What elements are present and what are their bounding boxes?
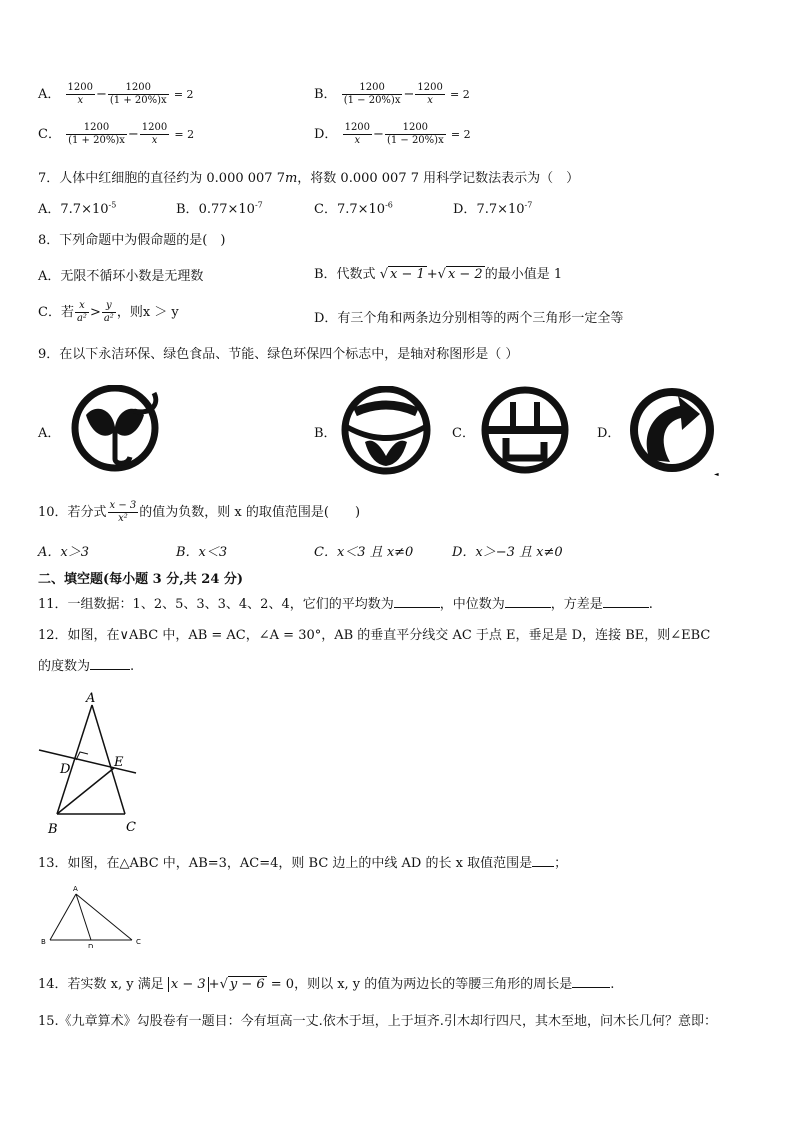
point-label-c: C [126,820,136,835]
q6-option-c: C． $\frac{1200}{(1 + 20\%)x}$ − $\frac{1200}{x}$ = 2 [38,122,195,146]
absolute-value: x − 3 [168,977,209,992]
point-label-d: D [60,762,71,777]
q14: 14．若实数 x, y 满足 x − 3 +√ y − 6 = 0，则以 x, y 的值为两边长的等腰三角形的周长是 . [38,977,615,992]
fraction: $\frac{1200}{(1 + 20\%)x}$ [68,122,125,146]
point-label-d: D [88,943,94,948]
option-label: A． [38,87,61,102]
logo-d-green-recycle-icon [626,384,721,478]
section-heading: 二、填空题(每小题 3 分,共 24 分) [38,572,244,587]
q6-option-d: D． $\frac{1200}{x}$ − $\frac{1200}{(1 - 20\%)x}$ = 2 [314,122,471,146]
answer-blank[interactable] [603,595,649,608]
point-label-b: B [41,938,46,946]
option-label: B． [314,87,337,102]
q9-label-b: B． [314,426,337,441]
logo-c-energy-saving-icon [480,386,572,476]
q8-option-b: B．代数式 √ x − 1 +√ x − 2 的最小值是 1 [314,267,563,282]
q9-label-c: C． [452,426,475,441]
fraction: $\frac{1200}{(1 - 20\%)x}$ [343,82,401,106]
fraction: $\frac{1200}{x}$ [141,122,168,146]
fraction: $\frac{x - 3}{\text{x²}}$ [109,500,137,524]
logo-a-eco-icon [70,385,165,475]
q6-option-b: B． $\frac{1200}{(1 - 20\%)x}$ − $\frac{1200}{x}$ = 2 [314,82,470,106]
fraction: $\frac{1200}{(1 - 20\%)x}$ [386,122,444,146]
point-label-b: B [48,822,58,837]
answer-blank[interactable] [532,854,554,867]
q9-stem: 9．在以下永洁环保、绿色食品、节能、绿色环保四个标志中，是轴对称图形是（ ） [38,347,519,362]
q15: 15.《九章算术》勾股卷有一题目：今有垣高一丈.依木于垣，上于垣齐.引木却行四尺，其木至地，问木长几何？意即： [38,1014,717,1029]
answer-blank[interactable] [394,595,440,608]
point-label-a: A [73,885,78,893]
q10-option-a: A．x＞3 [38,545,89,560]
q13-triangle-diagram [38,882,150,948]
q9-label-a: A． [38,426,61,441]
q10-stem: 10．若分式 $\frac{x - 3}{\text{x²}}$ 的值为负数，则 x 的取值范围是( ) [38,500,361,524]
q8-option-c: C．若 $\frac{x}{\text{a²}}$ > $\frac{y}{\text{a²}}$ ，则x ＞ y [38,300,179,324]
option-label: D． [314,127,338,142]
answer-blank[interactable] [572,975,610,988]
q10-option-b: B．x＜3 [176,545,228,560]
fraction: $\frac{1200}{(1 + 20\%)x}$ [109,82,167,106]
q11: 11．一组数据：1、2、5、3、3、4、2、4，它们的平均数为 ，中位数为 ，方差是 . [38,597,653,612]
q7-option-c: C．$7.7\times 10^{-6}$ [314,200,393,217]
fraction: $\frac{1200}{x}$ [344,122,371,146]
q13: 13．如图，在△ABC 中，AB=3，AC=4，则 BC 边上的中线 AD 的长 x 取值范围是 ； [38,856,568,871]
logo-b-green-food-icon [341,386,433,476]
q6-option-a: A． $\frac{1200}{x}$ − $\frac{1200}{(1 + 20\%)x}$ = 2 [38,82,194,106]
logo-mark: ◄ [714,471,719,478]
q12-line1: 12．如图，在∨ABC 中，AB = AC，∠A = 30°，AB 的垂直平分线交 AC 于点 E，垂足是 D，连接 BE，则∠EBC [38,628,711,643]
q12-triangle-diagram [30,688,150,838]
q12-line2: 的度数为 . [38,659,135,674]
q8-option-a: A．无限不循环小数是无理数 [38,269,204,284]
fraction: $\frac{1200}{x}$ [67,82,93,106]
q8-stem: 8．下列命题中为假命题的是( ) [38,233,226,248]
q7-stem: 7．人体中红细胞的直径约为 0.000 007 7m，将数 0.000 007 7 用科学记数法表示为（ ） [38,171,580,186]
fraction: $\frac{y}{\text{a²}}$ [103,300,114,324]
q9-label-d: D． [597,426,621,441]
q10-option-c: C．x＜3 且 x≠0 [314,545,414,560]
answer-blank[interactable] [90,657,130,670]
q7-option-b: B．$0.77\times 10^{-7}$ [176,200,263,217]
q7-option-d: D．$7.7\times 10^{-7}$ [453,200,533,217]
fraction: $\frac{1200}{x}$ [417,82,443,106]
point-label-e: E [114,755,124,770]
q10-option-d: D．x＞−3 且 x≠0 [452,545,563,560]
answer-blank[interactable] [505,595,551,608]
fraction: $\frac{x}{\text{a²}}$ [76,300,87,324]
q8-option-d: D．有三个角和两条边分别相等的两个三角形一定全等 [314,311,624,326]
point-label-a: A [86,691,96,706]
option-label: C． [38,127,61,142]
q7-option-a: A．$7.7\times 10^{-5}$ [38,200,117,217]
point-label-c: C [136,938,141,946]
